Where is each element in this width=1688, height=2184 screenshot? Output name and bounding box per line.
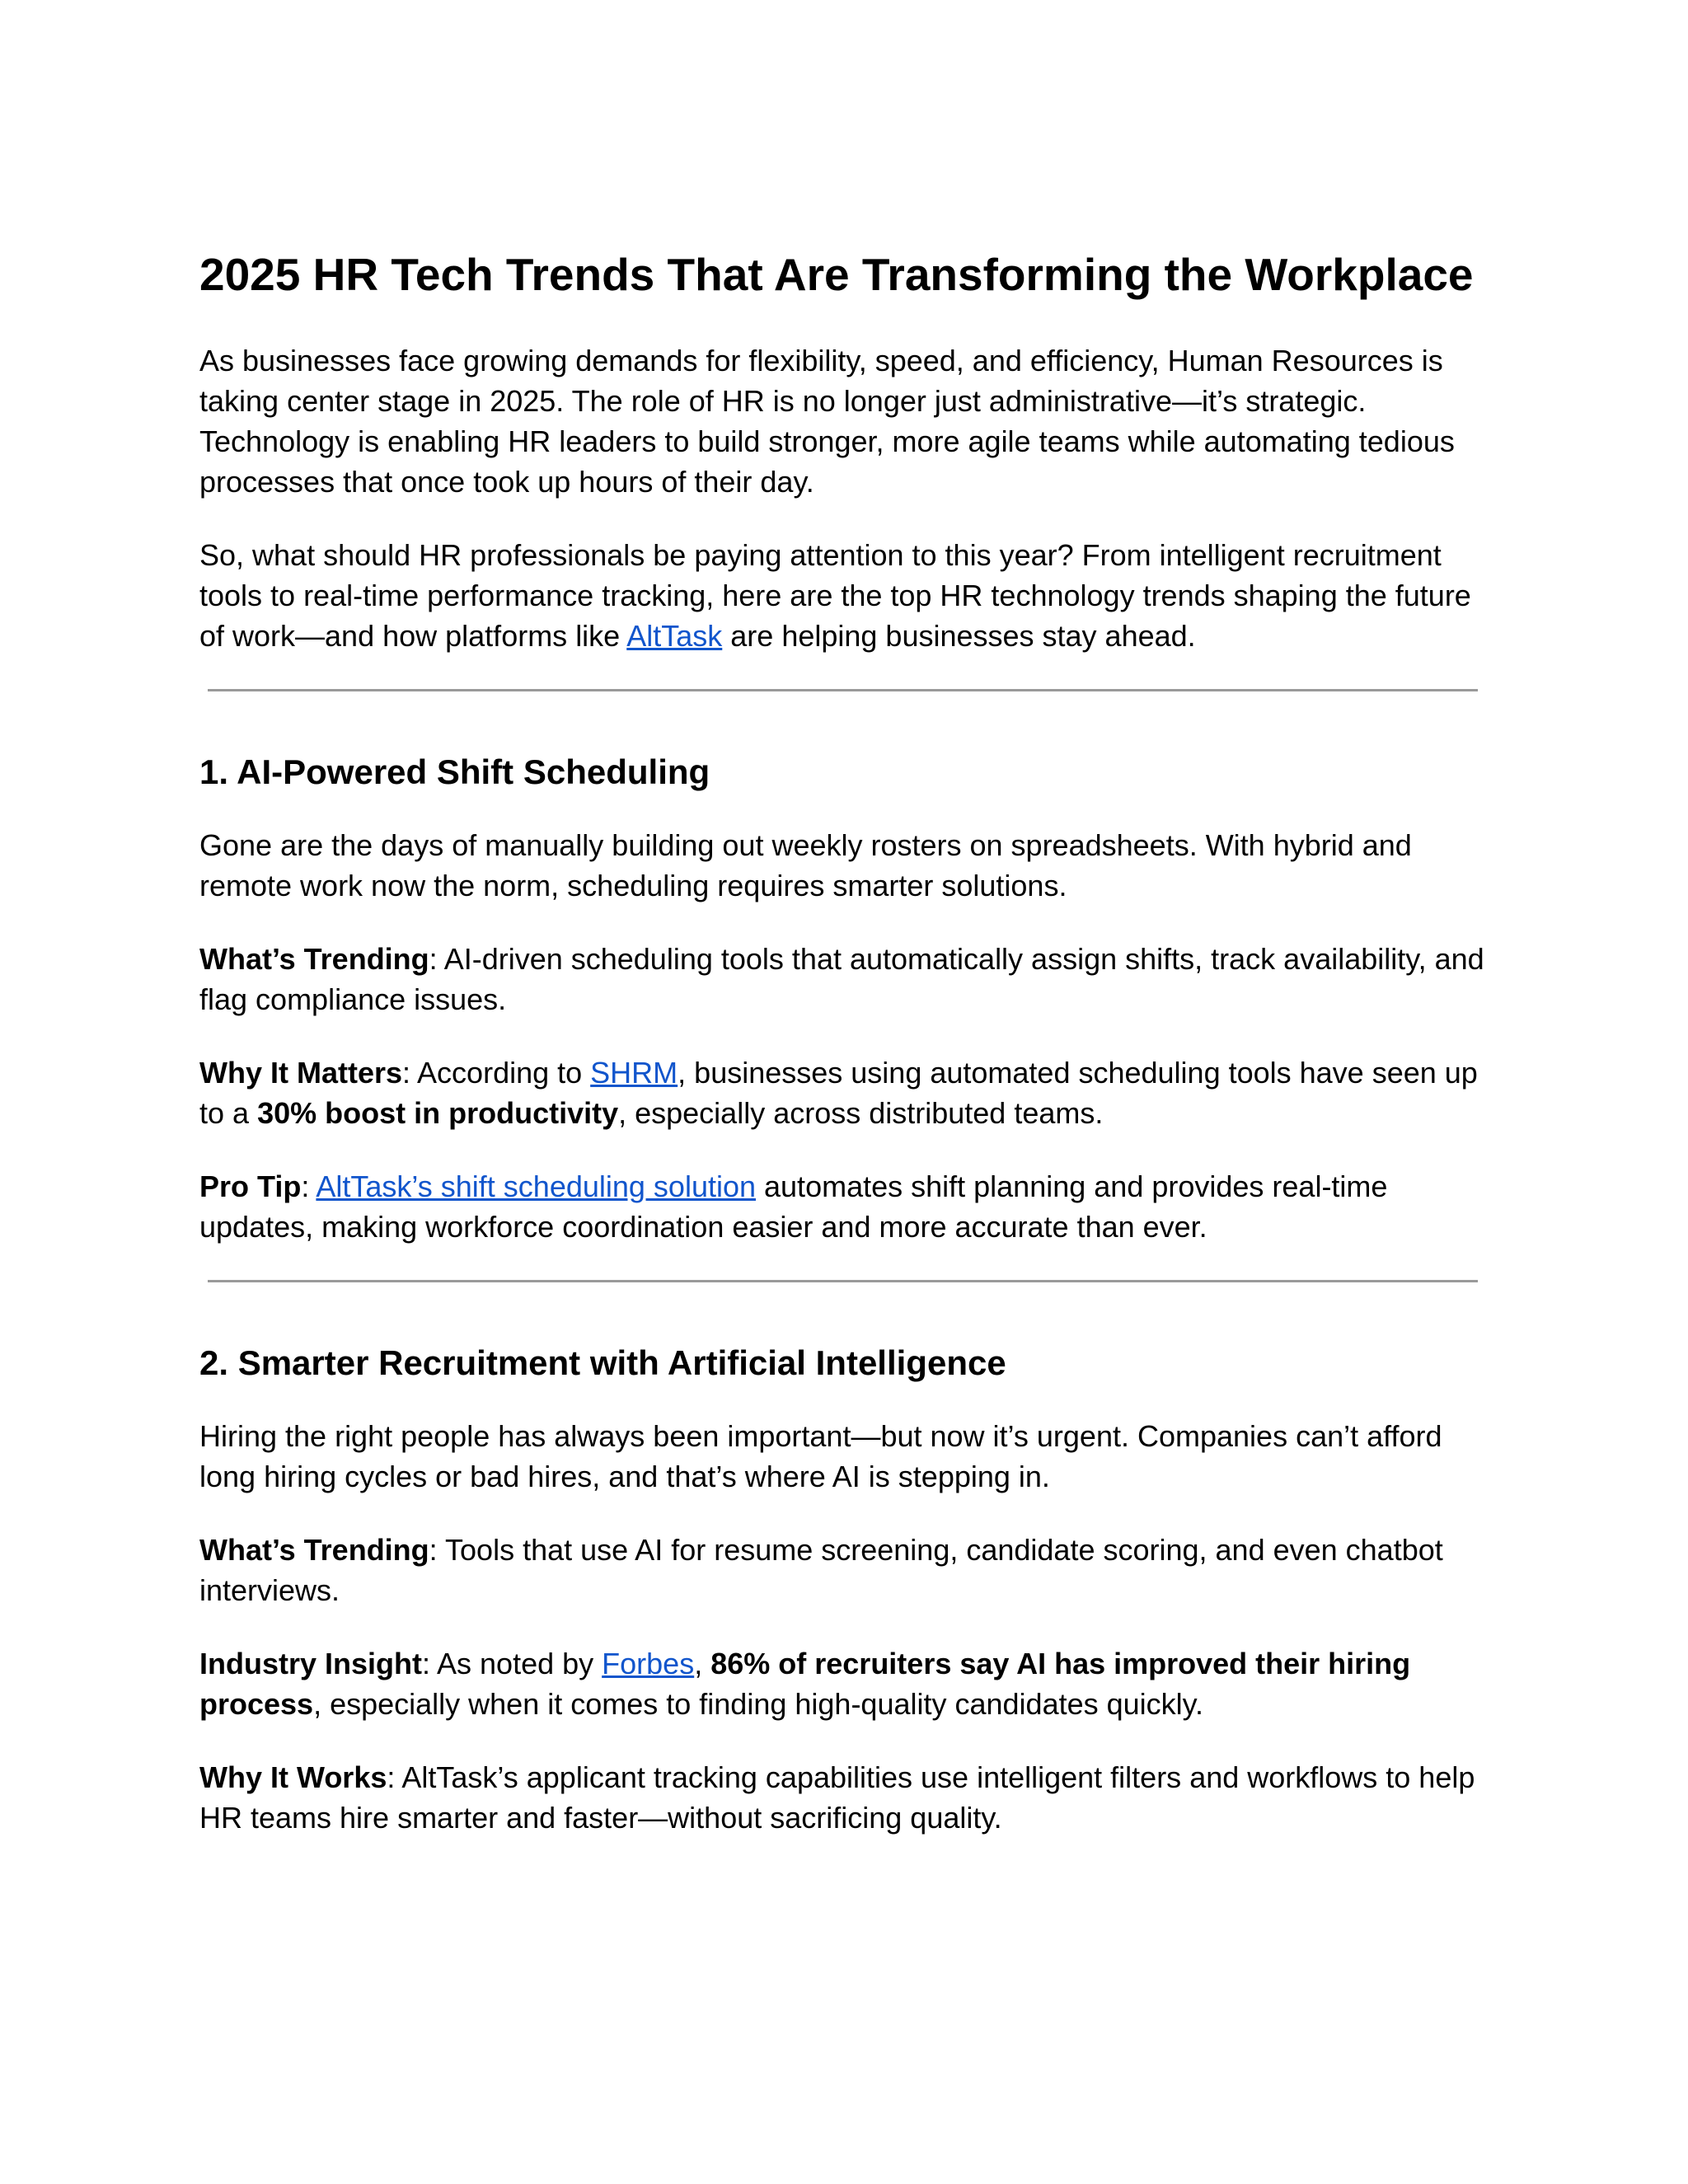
section-2-intro: Hiring the right people has always been important—but now it’s urgent. Companies can’t afford long hiring cycles or bad hires, and that’s where AI is stepping in. bbox=[199, 1419, 1442, 1493]
section-2-heading: 2. Smarter Recruitment with Artificial Intelligence bbox=[199, 1343, 1006, 1382]
intro-paragraph-2 bbox=[199, 535, 1498, 656]
trending-label: What’s Trending bbox=[199, 942, 429, 976]
section-2-why-it-works bbox=[199, 1757, 1498, 1838]
pro-tip-text: automates shift planning and provides real-time updates, making workforce coordination easier and more accurate than ever. bbox=[199, 1169, 1388, 1244]
matters-text-after: , especially across distributed teams. bbox=[618, 1096, 1104, 1130]
insight-text-before: : As noted by bbox=[422, 1647, 603, 1680]
document-title: 2025 HR Tech Trends That Are Transforming the Workplace bbox=[199, 249, 1474, 300]
shift-scheduling-link[interactable]: AltTask’s shift scheduling solution bbox=[316, 1169, 757, 1203]
document-page bbox=[199, 243, 1498, 1871]
section-divider-2 bbox=[208, 1280, 1478, 1282]
matters-text-mid: , businesses using automated scheduling tools have seen up to a bbox=[199, 1056, 1478, 1130]
section-1-heading: 1. AI-Powered Shift Scheduling bbox=[199, 752, 710, 791]
why-it-works-text: : AltTask’s applicant tracking capabilities use intelligent filters and workflows to help HR teams hire smarter and faster—without sacrificing quality. bbox=[199, 1760, 1475, 1835]
matters-text-before: : According to bbox=[402, 1056, 591, 1090]
trending-label: What’s Trending bbox=[199, 1533, 429, 1567]
trending-text: : AI-driven scheduling tools that automatically assign shifts, track availability, and flag compliance issues. bbox=[199, 942, 1484, 1016]
industry-insight-label: Industry Insight bbox=[199, 1647, 422, 1680]
why-it-works-label: Why It Works bbox=[199, 1760, 387, 1794]
section-2-trending bbox=[199, 1530, 1498, 1610]
pro-tip-label: Pro Tip bbox=[199, 1169, 302, 1203]
alttask-link[interactable]: AltTask bbox=[626, 619, 723, 653]
section-divider-1 bbox=[208, 689, 1478, 691]
trending-text: : Tools that use AI for resume screening, candidate scoring, and even chatbot interviews. bbox=[199, 1533, 1443, 1607]
section-1-why-it-matters bbox=[199, 1052, 1498, 1133]
intro-paragraph-1: As businesses face growing demands for flexibility, speed, and efficiency, Human Resources is taking center stage in 2025. The role of HR is no longer just administrative—it’s strategic. Technology is enabling HR leaders to build stronger, more agile teams while automating tedious processes that once took up hours of their day. bbox=[199, 344, 1455, 499]
shrm-link[interactable]: SHRM bbox=[590, 1056, 678, 1090]
recruiters-stat: 86% of recruiters say AI has improved their hiring process bbox=[199, 1647, 1411, 1721]
insight-text-after: , especially when it comes to finding high-quality candidates quickly. bbox=[313, 1687, 1203, 1721]
forbes-link[interactable]: Forbes bbox=[602, 1647, 695, 1680]
productivity-stat: 30% boost in productivity bbox=[257, 1096, 619, 1130]
section-1-intro: Gone are the days of manually building out weekly rosters on spreadsheets. With hybrid and remote work now the norm, scheduling requires smarter solutions. bbox=[199, 828, 1412, 902]
section-2-industry-insight bbox=[199, 1643, 1498, 1724]
section-1-pro-tip bbox=[199, 1166, 1498, 1247]
intro-p2-text-before: So, what should HR professionals be paying attention to this year? From intelligent recruitment tools to real-time performance tracking, here are the top HR technology trends shaping the future of work—and how platforms like bbox=[199, 538, 1471, 653]
intro-p2-text-after: are helping businesses stay ahead. bbox=[722, 619, 1196, 653]
insight-comma: , bbox=[694, 1647, 711, 1680]
pro-tip-separator: : bbox=[301, 1169, 316, 1203]
section-1-trending bbox=[199, 939, 1498, 1019]
why-it-matters-label: Why It Matters bbox=[199, 1056, 403, 1090]
